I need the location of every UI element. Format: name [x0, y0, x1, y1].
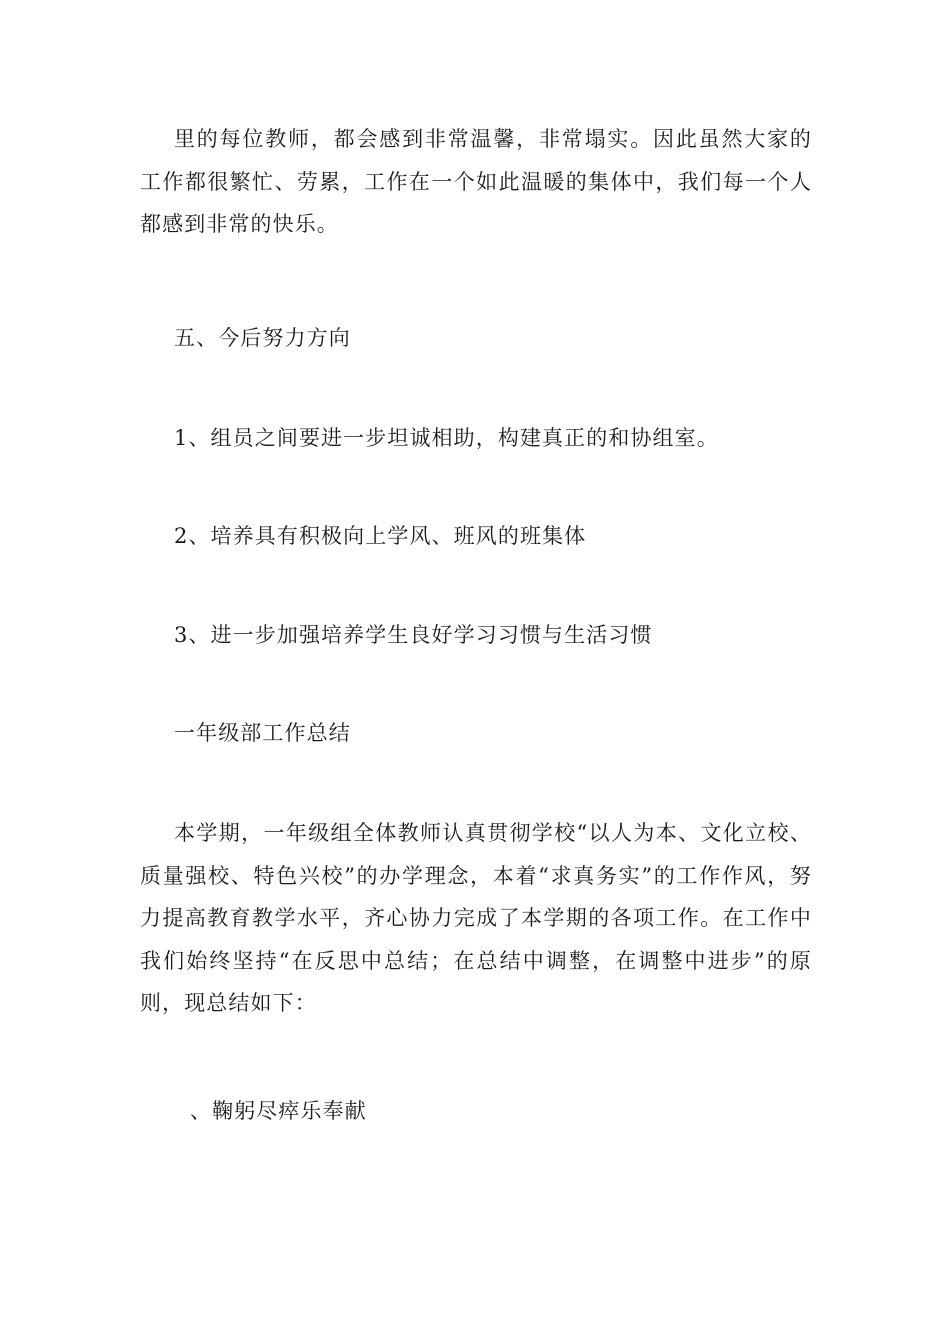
section-heading: 五、今后努力方向 — [174, 326, 351, 350]
continued-paragraph: 里的每位教师，都会感到非常温馨，非常塌实。因此虽然大家的工作都很繁忙、劳累，工作在一个如此温暖的集体中，我们每一个人都感到非常的快乐。 — [140, 127, 812, 236]
document-title: 一年级部工作总结 — [174, 721, 351, 745]
list-item: 3、进一步加强培养学生良好学习习惯与生活习惯 — [174, 623, 653, 647]
intro-paragraph: 本学期，一年级组全体教师认真贯彻学校“以人为本、文化立校、质量强校、特色兴校”的办学理念，本着“求真务实”的工作作风，努力提高教育教学水平，齐心协力完成了本学期的各项工作。在工作中我们始终坚持“在反思中总结；在总结中调整，在调整中进步”的原则，现总结如下： — [140, 821, 812, 1015]
subheading: 、鞠躬尽瘁乐奉献 — [190, 1099, 367, 1123]
list-item: 2、培养具有积极向上学风、班风的班集体 — [174, 524, 587, 548]
list-item: 1、组员之间要进一步坦诚相助，构建真正的和协组室。 — [174, 426, 719, 450]
